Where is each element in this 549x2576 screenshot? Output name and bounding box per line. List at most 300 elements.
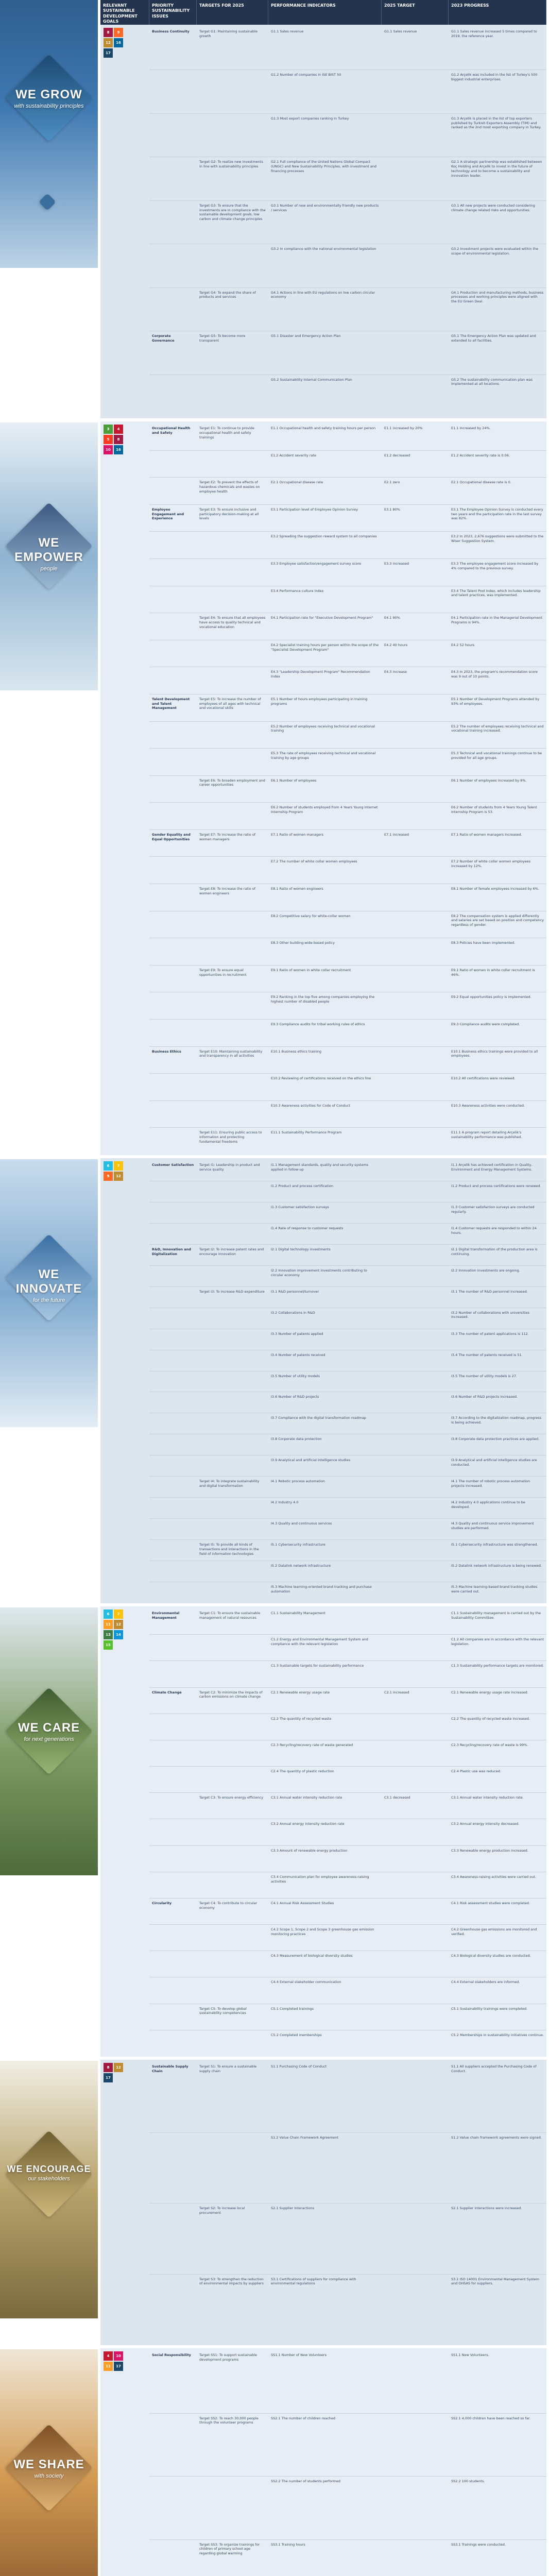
table-row xyxy=(149,452,546,460)
table-row xyxy=(149,1873,546,1886)
cell-target: Target E2: To prevent the effects of hazardous chemicals and wastes on employee health xyxy=(199,480,260,494)
cell-value xyxy=(382,1161,449,1174)
cell-indicator: E3.1 Participation level of Employee Opinion Survey xyxy=(271,507,358,512)
cell-target: Target E7: To increase the ratio of women managers xyxy=(199,832,256,841)
cell-theme xyxy=(149,1204,197,1216)
table-row xyxy=(149,1246,546,1258)
cell-indicator: S1.2 Value Chain Framework Agreement xyxy=(271,2135,339,2140)
cell-target xyxy=(197,1926,268,1938)
cell-value xyxy=(382,912,449,929)
cell-result: E5.3 Technical and vocational trainings continue to be provided for all age groups. xyxy=(451,751,542,760)
cell-value: C2.1 increased xyxy=(384,1690,409,1694)
table-row xyxy=(149,1021,546,1028)
cell-value xyxy=(382,1662,449,1670)
cell-target: Target G5: To become more transparent xyxy=(199,334,246,343)
table-row xyxy=(149,1330,546,1338)
table-row xyxy=(149,1741,546,1749)
cell-theme xyxy=(149,777,197,789)
cell-theme xyxy=(149,1414,197,1427)
cell-value xyxy=(382,2005,449,2018)
sdg-goal-icon: 6 xyxy=(104,1161,113,1171)
table-row xyxy=(149,967,546,979)
row-divider xyxy=(149,2476,546,2477)
row-divider xyxy=(149,856,546,857)
cell-theme xyxy=(149,1330,197,1338)
cell-theme xyxy=(149,2031,197,2039)
row-divider xyxy=(149,1244,546,1245)
table-section xyxy=(100,1158,546,1606)
cell-indicator: I4.2 Industry 4.0 xyxy=(271,1500,299,1505)
table-row xyxy=(149,1978,546,1986)
row-divider xyxy=(149,1497,546,1498)
cell-indicator: E4.1 Participation rate for "Executive Development Program" xyxy=(271,616,373,620)
cell-indicator: I3.7 Compliance with the digital transformation roadmap xyxy=(271,1416,366,1420)
table-section xyxy=(100,1606,546,2060)
cell-indicator: C2.4 The quantity of plastic reduction xyxy=(271,1769,334,1774)
table-row xyxy=(149,245,546,258)
cell-result: SS1.1 New Volunteers. xyxy=(451,2353,489,2357)
cell-result: I5.3 Machine learning-based brand tracking studies were carried out. xyxy=(451,1585,538,1594)
table-row xyxy=(149,1583,546,1596)
row-divider xyxy=(149,1845,546,1846)
cell-result: I3.3 The number of patent applications is 112. xyxy=(451,1331,529,1336)
cell-value xyxy=(382,1847,449,1855)
panel-title: WE INNOVATE xyxy=(15,1267,82,1296)
cell-target xyxy=(197,1847,268,1855)
cell-theme xyxy=(149,1583,197,1596)
cell-indicator: E9.2 Ranking in the top five among companies employing the highest number of disabled people xyxy=(271,995,375,1004)
table-row xyxy=(149,777,546,789)
cell-value xyxy=(382,1246,449,1258)
cell-indicator: SS2.2 The number of students performed xyxy=(271,2479,340,2483)
table-row xyxy=(149,425,546,441)
cell-theme: Gender Equality and Equal Opportunities xyxy=(152,832,191,841)
cell-indicator: C1.1 Sustainability Management xyxy=(271,1611,325,1615)
row-divider xyxy=(149,558,546,559)
cell-result: E7.2 Number of white collar women employees increased by 12%. xyxy=(451,859,531,869)
cell-result: C2.4 Plastic use was reduced. xyxy=(451,1769,501,1774)
cell-result: C1.1 Sustainability management is carried out by the Sustainability Committee. xyxy=(451,1611,541,1620)
table-row xyxy=(149,2276,546,2288)
cell-value xyxy=(382,1075,449,1082)
table-row xyxy=(149,939,546,947)
cell-theme: Environmental Management xyxy=(152,1611,180,1620)
cell-theme xyxy=(149,245,197,258)
cell-result: I5.2 Datalink network infrastructure is being renewed. xyxy=(451,1564,542,1568)
cell-value xyxy=(382,2063,449,2075)
cell-indicator: I3.8 Corporate data protection xyxy=(271,1437,322,1442)
header-issues: PRIORITY SUSTAINABILITY ISSUES xyxy=(149,0,197,25)
cell-result: I3.8 Corporate data protection practices are applied. xyxy=(451,1437,540,1442)
table-row xyxy=(149,858,546,870)
cell-indicator: G1.2 Number of companies in ISE BIST 50 xyxy=(271,73,341,77)
cell-result: E1.2 Accident severity rate is 0.06. xyxy=(451,453,510,457)
cell-value xyxy=(382,1435,449,1443)
cell-result: E1.1 Increased by 24%. xyxy=(451,426,491,430)
sdg-goal-icon: 11 xyxy=(104,2362,113,2371)
header-progress: 2023 PROGRESS xyxy=(449,0,546,25)
table-row xyxy=(149,28,546,40)
sdg-goal-icon: 5 xyxy=(104,435,113,444)
table-row xyxy=(149,1204,546,1216)
cell-target xyxy=(197,939,268,947)
cell-indicator: E11.1 Sustainability Performance Program xyxy=(271,1130,342,1135)
cell-value xyxy=(382,696,449,712)
cell-value xyxy=(382,777,449,789)
cell-result: E6.1 Number of employees increased by 8%. xyxy=(451,778,527,783)
cell-target: Target E9: To ensure equal opportunities in recruitment xyxy=(199,968,247,977)
cell-indicator: E10.3 Awareness activities for Code of Conduct xyxy=(271,1103,351,1108)
panel-subtitle: with society xyxy=(34,2473,64,2479)
row-divider xyxy=(149,504,546,505)
cell-result: E10.2 All certifications were reviewed. xyxy=(451,1076,516,1081)
cell-result: I3.6 Number of R&D projects increased. xyxy=(451,1395,518,1399)
cell-value: E1.1 increased by 20% xyxy=(384,426,423,430)
cell-result: I3.7 According to the digitalization roadmap, progress is being achieved. xyxy=(451,1416,542,1425)
sdg-goal-icon: 12 xyxy=(114,2063,123,2072)
cell-theme xyxy=(149,479,197,495)
cell-value: E7.1 increased xyxy=(384,832,409,837)
cell-target xyxy=(197,71,268,83)
cell-target xyxy=(197,1075,268,1082)
table-row xyxy=(149,202,546,223)
cell-target xyxy=(197,1414,268,1427)
cell-value xyxy=(382,993,449,1006)
sdg-goal-icon: 17 xyxy=(114,2362,123,2371)
cell-value: G1.1 Sales revenue xyxy=(384,29,417,33)
cell-target xyxy=(197,723,268,735)
cell-value xyxy=(382,115,449,131)
cell-target xyxy=(197,804,268,816)
table-row xyxy=(149,750,546,762)
cell-theme xyxy=(149,1456,197,1469)
cell-theme xyxy=(149,202,197,223)
table-row xyxy=(149,1075,546,1082)
cell-theme xyxy=(149,158,197,179)
cell-result: I4.1 The number of robotic process automation projects increased. xyxy=(451,1479,530,1488)
cell-result: C5.1 Sustainability trainings were completed. xyxy=(451,2006,528,2011)
cell-result: SS3.1 Trainings were conducted. xyxy=(451,2542,506,2547)
row-divider xyxy=(149,2413,546,2414)
panel-title: WE GROW xyxy=(15,88,82,101)
cell-result: I3.2 Number of collaborations with universities increased. xyxy=(451,1310,529,1319)
cell-indicator: I3.4 Number of patents received xyxy=(271,1352,325,1357)
cell-value: E4.2 40 hours xyxy=(384,642,408,647)
cell-target xyxy=(197,1820,268,1828)
cell-indicator: G5.2 Sustainability Internal Communication Plan xyxy=(271,377,352,382)
cell-target xyxy=(197,1978,268,1986)
table-row xyxy=(149,804,546,816)
cell-value xyxy=(382,1267,449,1279)
cell-target xyxy=(197,993,268,1006)
cell-value xyxy=(382,2541,449,2557)
cell-result: E5.1 Number of Development Programs attended by 93% of employees. xyxy=(451,697,540,706)
cell-value xyxy=(382,158,449,179)
cell-result: C3.2 Annual energy intensity decreased. xyxy=(451,1822,520,1826)
cell-theme xyxy=(149,1309,197,1321)
cell-target xyxy=(197,1636,268,1648)
cell-theme xyxy=(149,376,197,388)
cell-indicator: I3.3 Number of patents applied xyxy=(271,1331,323,1336)
cell-theme xyxy=(149,614,197,631)
row-divider xyxy=(149,1766,546,1767)
table-row xyxy=(149,1478,546,1490)
cell-target xyxy=(197,587,268,600)
cell-value xyxy=(382,1414,449,1427)
cell-theme xyxy=(149,1075,197,1082)
cell-indicator: E4.2 Specialist training hours per person within the scope of the "Specialist Development Program" xyxy=(271,642,379,652)
cell-target xyxy=(197,1102,268,1110)
cell-indicator: C3.4 Communication plan for employee awareness-raising activities xyxy=(271,1874,369,1884)
table-row xyxy=(149,1636,546,1648)
panel-title: WE EMPOWER xyxy=(14,536,83,564)
table-row xyxy=(149,332,546,345)
cell-theme xyxy=(149,1129,197,1145)
cell-theme xyxy=(149,1021,197,1028)
row-divider xyxy=(149,721,546,722)
cell-result: I1.3 Customer satisfaction surveys are conducted regularly. xyxy=(451,1205,535,1214)
cell-value xyxy=(382,2478,449,2485)
cell-target: Target I4: To integrate sustainability and digital transformation xyxy=(199,1479,260,1488)
sdg-goal-icon: 15 xyxy=(104,1640,113,1650)
cell-result: C2.1 Renewable energy usage rate increased. xyxy=(451,1690,528,1694)
cell-indicator: S2.1 Supplier Interactions xyxy=(271,2206,315,2210)
cell-value xyxy=(382,1182,449,1190)
table-row xyxy=(149,1926,546,1938)
cell-theme xyxy=(149,1102,197,1110)
cell-value xyxy=(382,1129,449,1145)
cell-theme xyxy=(149,1499,197,1511)
cell-indicator: I3.1 R&D personnel/turnover xyxy=(271,1289,319,1294)
cell-target xyxy=(197,1499,268,1511)
header-targets: TARGETS FOR 2025 xyxy=(197,0,268,25)
cell-value xyxy=(382,1309,449,1321)
cell-indicator: C3.2 Annual energy intensity reduction rate xyxy=(271,1822,345,1826)
table-section xyxy=(100,2060,546,2348)
cell-indicator: G1.1 Sales revenue xyxy=(271,29,304,33)
cell-result: G1.1 Sales revenue increased 5 times compared to 2019, the reference year. xyxy=(451,29,537,38)
cell-theme xyxy=(149,804,197,816)
cell-value: E4.1 90% xyxy=(384,616,400,620)
sdg-goal-icon: 9 xyxy=(114,28,123,37)
cell-indicator: C5.2 Completed memberships xyxy=(271,2032,322,2037)
cell-value xyxy=(382,1583,449,1596)
cell-indicator: G5.1 Disaster and Emergency Action Plan xyxy=(271,334,341,338)
cell-result: E3.3 The employee engagement score increased by 4% compared to the previous survey. xyxy=(451,561,539,570)
table-row xyxy=(149,1820,546,1828)
table-row xyxy=(149,1288,546,1296)
cell-result: E2.1 Occupational disease rate is 0. xyxy=(451,480,511,485)
row-divider xyxy=(149,113,546,114)
sdg-goal-icon: 6 xyxy=(104,1609,113,1619)
cell-result: E6.2 Number of students from 4 Years Young Talent Internship Program is 53. xyxy=(451,805,537,815)
cell-target xyxy=(197,452,268,460)
cell-value xyxy=(382,587,449,600)
row-divider xyxy=(149,1019,546,1020)
cell-result: E9.1 Ratio of women in white collar recruitment is 46%. xyxy=(451,968,535,977)
row-divider xyxy=(149,1539,546,1540)
table-row xyxy=(149,1768,546,1775)
cell-value xyxy=(382,1048,449,1060)
cell-indicator: E5.2 Number of employees receiving technical and vocational training xyxy=(271,724,375,733)
cell-theme xyxy=(149,533,197,545)
table-row xyxy=(149,1161,546,1174)
cell-result: I5.1 Cybersecurity infrastructure was strengthened. xyxy=(451,1543,538,1547)
cell-theme xyxy=(149,2415,197,2427)
table-row xyxy=(149,560,546,572)
cell-target: Target I1: Leadership in product and service quality xyxy=(199,1163,260,1172)
cell-target: Target I5: To provide all kinds of transactions and interactions in the field of information technologies xyxy=(199,1543,259,1556)
cell-result: G3.2 Investment projects were evaluated within the scope of environmental legislation. xyxy=(451,247,539,256)
cell-indicator: C4.2 Scope 1, Scope 2 and Scope 3 greenhouse gas emission monitoring practices xyxy=(271,1927,374,1936)
sdg-goal-icon: 13 xyxy=(104,1630,113,1639)
cell-theme: Occupational Health and Safety xyxy=(152,426,191,435)
cell-theme xyxy=(149,1636,197,1648)
cell-theme xyxy=(149,1741,197,1749)
cell-theme: Employee Engagement and Experience xyxy=(152,507,184,521)
cell-result: E4.2 52 hours xyxy=(451,642,475,647)
cell-theme xyxy=(149,1225,197,1237)
sdg-goal-icon: 3 xyxy=(104,425,113,434)
cell-indicator: E3.2 Spreading the suggestion reward system to all companies xyxy=(271,534,377,539)
cell-theme xyxy=(149,1820,197,1828)
header-indicators: PERFORMANCE INDICATORS xyxy=(268,0,382,25)
table-row xyxy=(149,376,546,388)
cell-result: E8.3 Policies have been implemented. xyxy=(451,941,516,945)
sdg-icons xyxy=(100,1158,149,1184)
cell-target xyxy=(197,560,268,572)
cell-target xyxy=(197,1873,268,1886)
table-row xyxy=(149,2541,546,2557)
cell-value xyxy=(382,2134,449,2142)
table-row xyxy=(149,533,546,545)
cell-target: Target C2: To minimize the impacts of carbon emissions on climate change xyxy=(199,1690,263,1699)
table-row xyxy=(149,1225,546,1237)
table-row xyxy=(149,1102,546,1110)
cell-target xyxy=(197,858,268,870)
table-row xyxy=(149,723,546,735)
cell-value xyxy=(382,1456,449,1469)
cell-result: C2.3 Recycling/recovery rate of waste is 99%. xyxy=(451,1742,528,1747)
cell-target xyxy=(197,1952,268,1960)
sdg-goal-icon: 4 xyxy=(104,2351,113,2361)
cell-value xyxy=(382,804,449,816)
cell-indicator: G4.1 Actions in line with EU regulations on low carbon circular economy xyxy=(271,290,375,299)
cell-theme: Talent Development and Talent Management xyxy=(152,697,190,710)
sdg-goal-icon: 8 xyxy=(104,28,113,37)
cell-result: C4.2 Greenhouse gas emissions are monitored and verified. xyxy=(451,1927,537,1936)
cell-theme xyxy=(149,993,197,1006)
table-row xyxy=(149,2415,546,2427)
cell-target: Target E1: To continue to provide occupational health and safety trainings xyxy=(199,426,254,439)
cell-indicator: E5.3 The rate of employees receiving technical and vocational training by age groups xyxy=(271,751,376,760)
cell-value xyxy=(382,1393,449,1401)
cell-theme xyxy=(149,1952,197,1960)
panel-label-grow xyxy=(5,88,93,109)
cell-theme xyxy=(149,2005,197,2018)
sdg-goal-icon: 16 xyxy=(114,38,123,47)
cell-theme: Customer Satisfaction xyxy=(152,1163,194,1167)
table-row xyxy=(149,1351,546,1359)
cell-theme xyxy=(149,1768,197,1775)
sdg-icons xyxy=(100,1606,149,1653)
row-divider xyxy=(149,775,546,776)
table-row xyxy=(149,2478,546,2485)
cell-value xyxy=(382,1204,449,1216)
cell-theme: Climate Change xyxy=(152,1690,182,1694)
table-row xyxy=(149,696,546,712)
cell-theme xyxy=(149,1288,197,1296)
cell-indicator: I5.2 Datalink network infrastructure xyxy=(271,1564,331,1568)
cell-result: E7.1 Ratio of women managers increased. xyxy=(451,832,522,837)
cell-value xyxy=(382,533,449,545)
cell-indicator: E8.2 Competitive salary for white-collar women xyxy=(271,913,351,918)
row-divider xyxy=(149,477,546,478)
cell-value xyxy=(382,939,449,947)
row-divider xyxy=(149,531,546,532)
cell-theme xyxy=(149,115,197,131)
cell-value xyxy=(382,1478,449,1490)
cell-result: E9.3 Compliance audits were completed. xyxy=(451,1022,520,1027)
table-row xyxy=(149,641,546,654)
sdg-goal-icon: 7 xyxy=(114,1161,123,1171)
cell-result: C3.3 Renewable energy production increased. xyxy=(451,1848,528,1853)
sustainability-table xyxy=(100,0,546,2576)
illustration-column xyxy=(0,0,98,2576)
cell-value xyxy=(382,2031,449,2039)
cell-target xyxy=(197,1435,268,1443)
cell-value xyxy=(382,2276,449,2288)
cell-result: E9.2 Equal opportunities policy is implemented. xyxy=(451,995,531,999)
cell-indicator: C2.3 Recycling/recovery rate of waste generated xyxy=(271,1742,353,1747)
cell-indicator: E9.3 Compliance audits for tribal working rules of ethics xyxy=(271,1022,365,1027)
cell-result: E3.1 The Employee Opinion Survey is conducted every two years and the participation rate in the last survey was 82%. xyxy=(451,507,543,521)
cell-target: Target G1: Maintaining sustainable growth xyxy=(199,29,258,38)
cell-value xyxy=(382,289,449,306)
panel-title: WE ENCOURAGE xyxy=(7,2164,91,2174)
table-row xyxy=(149,158,546,179)
cell-indicator: SS1.1 Number of New Volunteers xyxy=(271,2353,327,2357)
table-section xyxy=(100,421,546,1158)
table-row xyxy=(149,1048,546,1060)
cell-result: C3.4 Awareness-raising activities were carried out. xyxy=(451,1874,536,1879)
table-row xyxy=(149,2134,546,2142)
table-row xyxy=(149,885,546,897)
sdg-goal-icon: 17 xyxy=(104,2073,113,2082)
cell-value xyxy=(382,967,449,979)
panel-title: WE SHARE xyxy=(13,2458,84,2471)
table-row xyxy=(149,1900,546,1912)
panel-label-share xyxy=(5,2458,93,2479)
cell-theme xyxy=(149,2205,197,2217)
cell-value xyxy=(382,202,449,223)
cell-theme xyxy=(149,641,197,654)
cell-theme xyxy=(149,560,197,572)
cell-indicator: I5.1 Cybersecurity infrastructure xyxy=(271,1543,325,1547)
cell-target xyxy=(197,245,268,258)
cell-value xyxy=(382,332,449,345)
cell-indicator: E1.1 Occupational health and safety training hours per person xyxy=(271,426,376,430)
cell-theme xyxy=(149,1715,197,1723)
sdg-goal-icon: 8 xyxy=(114,435,123,444)
cell-result: E10.3 Awareness activities were conducted. xyxy=(451,1103,525,1108)
cell-result: G5.1 The Emergency Action Plan was updated and extended to all facilities. xyxy=(451,334,536,343)
cell-result: I3.4 The number of patents received is 51. xyxy=(451,1352,523,1357)
cell-value xyxy=(382,2415,449,2427)
cell-value xyxy=(382,1372,449,1380)
cell-target xyxy=(197,1182,268,1190)
row-divider xyxy=(149,1265,546,1266)
